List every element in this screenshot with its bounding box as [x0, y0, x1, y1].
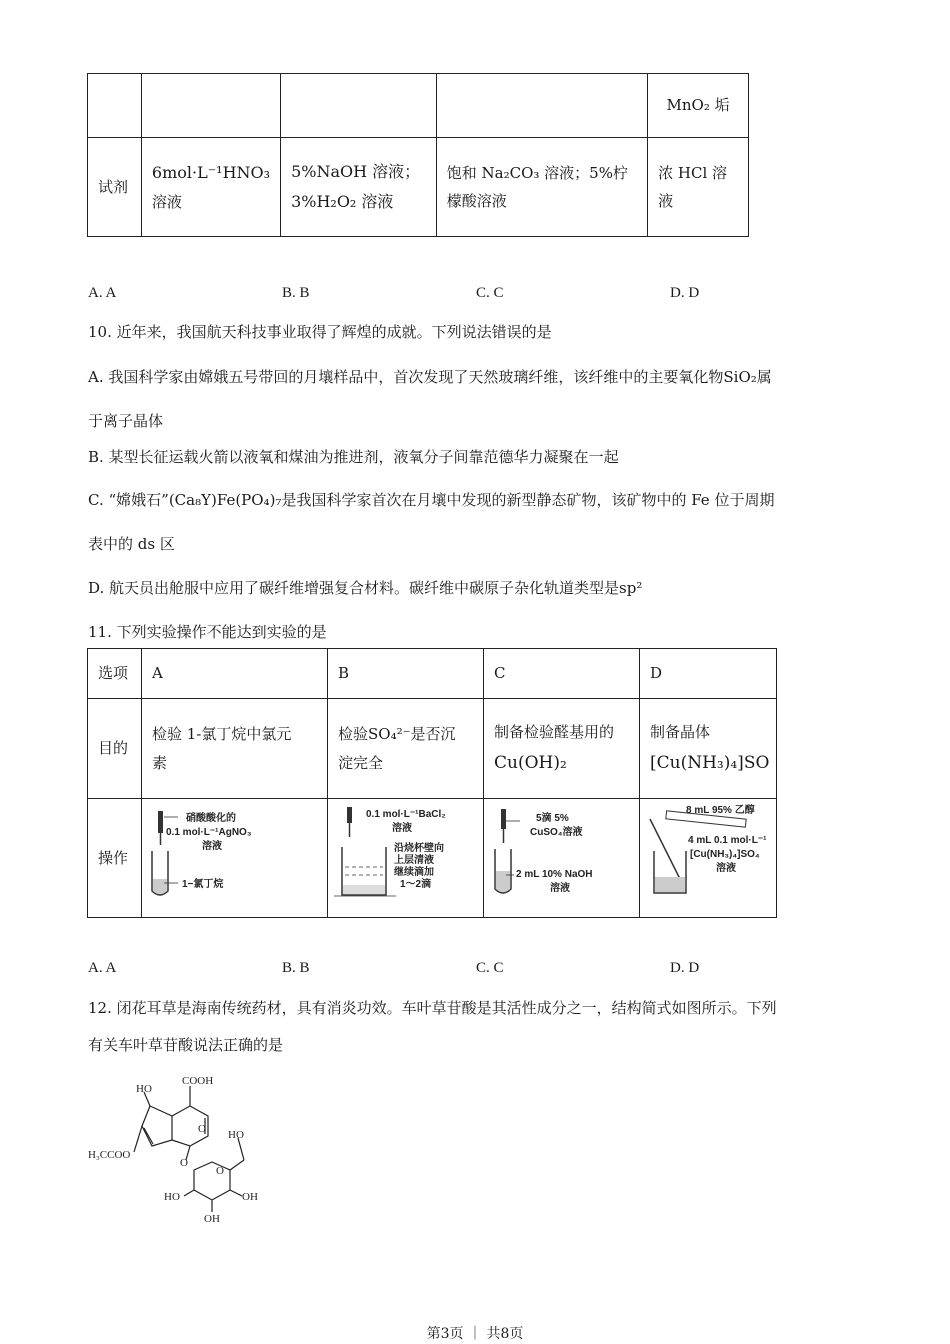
cell-line: 制备晶体: [650, 723, 711, 742]
cell-line: 3%H₂O₂ 溶液: [291, 192, 394, 211]
liquid: [153, 879, 167, 894]
apparatus-c-diagram: [484, 799, 639, 907]
label: 8 mL 95% 乙醇: [686, 805, 755, 816]
label: O: [180, 1157, 188, 1169]
row-label: 试剂: [88, 138, 142, 237]
cell-line: 素: [152, 753, 168, 772]
cell-line: 检验 1-氯丁烷中氯元: [152, 725, 292, 743]
label: 上层清液: [394, 855, 434, 866]
label: 溶液: [716, 863, 736, 874]
row-label: 目的: [88, 699, 142, 799]
glass-rod: [650, 819, 682, 883]
row-label: 操作: [88, 799, 142, 918]
label: HO: [164, 1191, 180, 1203]
cell-line: 檬酸溶液: [446, 192, 507, 210]
table-cell: [436, 138, 647, 237]
label: 1～2滴: [400, 879, 432, 890]
label: O: [216, 1165, 224, 1177]
diagram-cell-d: [640, 799, 777, 918]
table-cell: [88, 74, 142, 138]
cell-line: Cu(OH)₂: [494, 752, 567, 773]
purpose-cell: [328, 699, 484, 799]
purpose-cell: [484, 699, 640, 799]
header-cell: D: [640, 649, 777, 699]
label: 溶液: [392, 823, 412, 834]
q11-stem: 11. 下列实验操作不能达到实验的是: [88, 623, 327, 641]
table-cell: [436, 74, 647, 138]
label: 1−氯丁烷: [182, 879, 224, 890]
cell-line: 饱和 Na₂CO₃ 溶液；5%柠: [446, 163, 628, 182]
experiment-table: [87, 648, 777, 918]
header-cell: 选项: [88, 649, 142, 699]
label: 2 mL 10% NaOH: [516, 869, 593, 880]
cell-line: 制备检验醛基用的: [494, 723, 615, 742]
label: 0.1 mol·L⁻¹AgNO₃: [166, 827, 252, 838]
table-cell: [648, 138, 749, 237]
label: 沿烧杯壁向: [394, 843, 444, 854]
label: H₃CCOO: [88, 1149, 131, 1161]
q12-stem-cont: 有关车叶草苷酸说法正确的是: [88, 1036, 284, 1054]
label: 继续滴加: [394, 867, 434, 878]
table-cell: MnO₂ 垢: [648, 74, 749, 138]
cell-line: 6mol·L⁻¹HNO₃: [151, 162, 271, 182]
page-footer: 第3页 ｜ 共8页: [426, 1326, 524, 1342]
liquid: [496, 871, 510, 892]
cell-line: 液: [658, 192, 674, 210]
dropper-bulb: [501, 809, 506, 829]
label: HO: [228, 1129, 244, 1141]
label: 溶液: [550, 883, 570, 894]
table-cell: [281, 138, 437, 237]
cell-line: 浓 HCl 溶: [658, 163, 728, 182]
dropper-bulb: [158, 811, 163, 833]
option-c[interactable]: C. C: [476, 285, 504, 301]
header-cell: B: [328, 649, 484, 699]
label: CuSO₄溶液: [530, 827, 583, 838]
cell-line: 淀完全: [338, 753, 384, 772]
option-d[interactable]: D. D: [670, 960, 700, 976]
label: 硝酸酸化的: [186, 813, 236, 824]
option-a[interactable]: A. A: [88, 285, 117, 301]
label: OH: [204, 1213, 220, 1225]
diagram-cell-c: [484, 799, 640, 918]
q10-option-a-cont: 于离子晶体: [88, 412, 164, 430]
q9-options: [88, 285, 888, 307]
q10-option-d: D. 航天员出舱服中应用了碳纤维增强复合材料。碳纤维中碳原子杂化轨道类型是sp²: [88, 579, 643, 597]
diagram-cell-a: [142, 799, 328, 918]
label: HO: [136, 1083, 152, 1095]
label: COOH: [182, 1075, 214, 1087]
cell-line: 5%NaOH 溶液；: [291, 161, 421, 181]
option-b[interactable]: B. B: [282, 285, 310, 301]
cell-line: [Cu(NH₃)₄]SO: [650, 752, 770, 773]
q10-stem: 10. 近年来，我国航天科技事业取得了辉煌的成就。下列说法错误的是: [88, 323, 552, 341]
label: O: [198, 1123, 206, 1135]
header-cell: A: [142, 649, 328, 699]
table-cell: [141, 138, 280, 237]
q10-option-c-cont: 表中的 ds 区: [88, 535, 175, 553]
label: 0.1 mol·L⁻¹BaCl₂: [366, 809, 446, 820]
apparatus-b-diagram: [328, 799, 483, 907]
cell-line: 检验SO₄²⁻是否沉: [338, 725, 456, 743]
cell-line: 溶液: [151, 192, 182, 211]
label: 溶液: [202, 841, 222, 852]
liquid: [655, 877, 685, 892]
table-cell: [281, 74, 437, 138]
label: OH: [242, 1191, 258, 1203]
q12-stem: 12. 闭花耳草是海南传统药材，具有消炎功效。车叶草苷酸是其活性成分之一，结构简式如图所示。下列: [88, 999, 777, 1017]
dropper-bulb: [347, 807, 352, 823]
q10-option-b: B. 某型长征运载火箭以液氧和煤油为推进剂，液氧分子间靠范德华力凝聚在一起: [88, 448, 619, 466]
option-a[interactable]: A. A: [88, 960, 117, 976]
label: 5滴 5%: [536, 813, 569, 824]
option-b[interactable]: B. B: [282, 960, 310, 976]
reagent-table: [87, 73, 749, 237]
header-cell: C: [484, 649, 640, 699]
purpose-cell: [640, 699, 777, 799]
q10-option-c: C. “嫦娥石”(Ca₈Y)Fe(PO₄)₇是我国科学家首次在月壤中发现的新型静态矿物，该矿物中的 Fe 位于周期: [88, 491, 775, 509]
option-c[interactable]: C. C: [476, 960, 504, 976]
diagram-cell-b: [328, 799, 484, 918]
q10-option-a: A. 我国科学家由嫦娥五号带回的月壤样品中，首次发现了天然玻璃纤维，该纤维中的主要氧化物SiO₂属: [88, 368, 772, 386]
apparatus-d-diagram: [640, 799, 776, 907]
label: [Cu(NH₃)₄]SO₄: [690, 849, 760, 860]
option-d[interactable]: D. D: [670, 285, 700, 301]
q11-options: [88, 960, 888, 982]
table-cell: [141, 74, 280, 138]
precipitate: [343, 885, 385, 894]
purpose-cell: [142, 699, 328, 799]
apparatus-a-diagram: [142, 799, 327, 907]
structure-diagram: [86, 1068, 286, 1228]
label: 4 mL 0.1 mol·L⁻¹: [688, 835, 767, 846]
bonds: [134, 1086, 244, 1212]
